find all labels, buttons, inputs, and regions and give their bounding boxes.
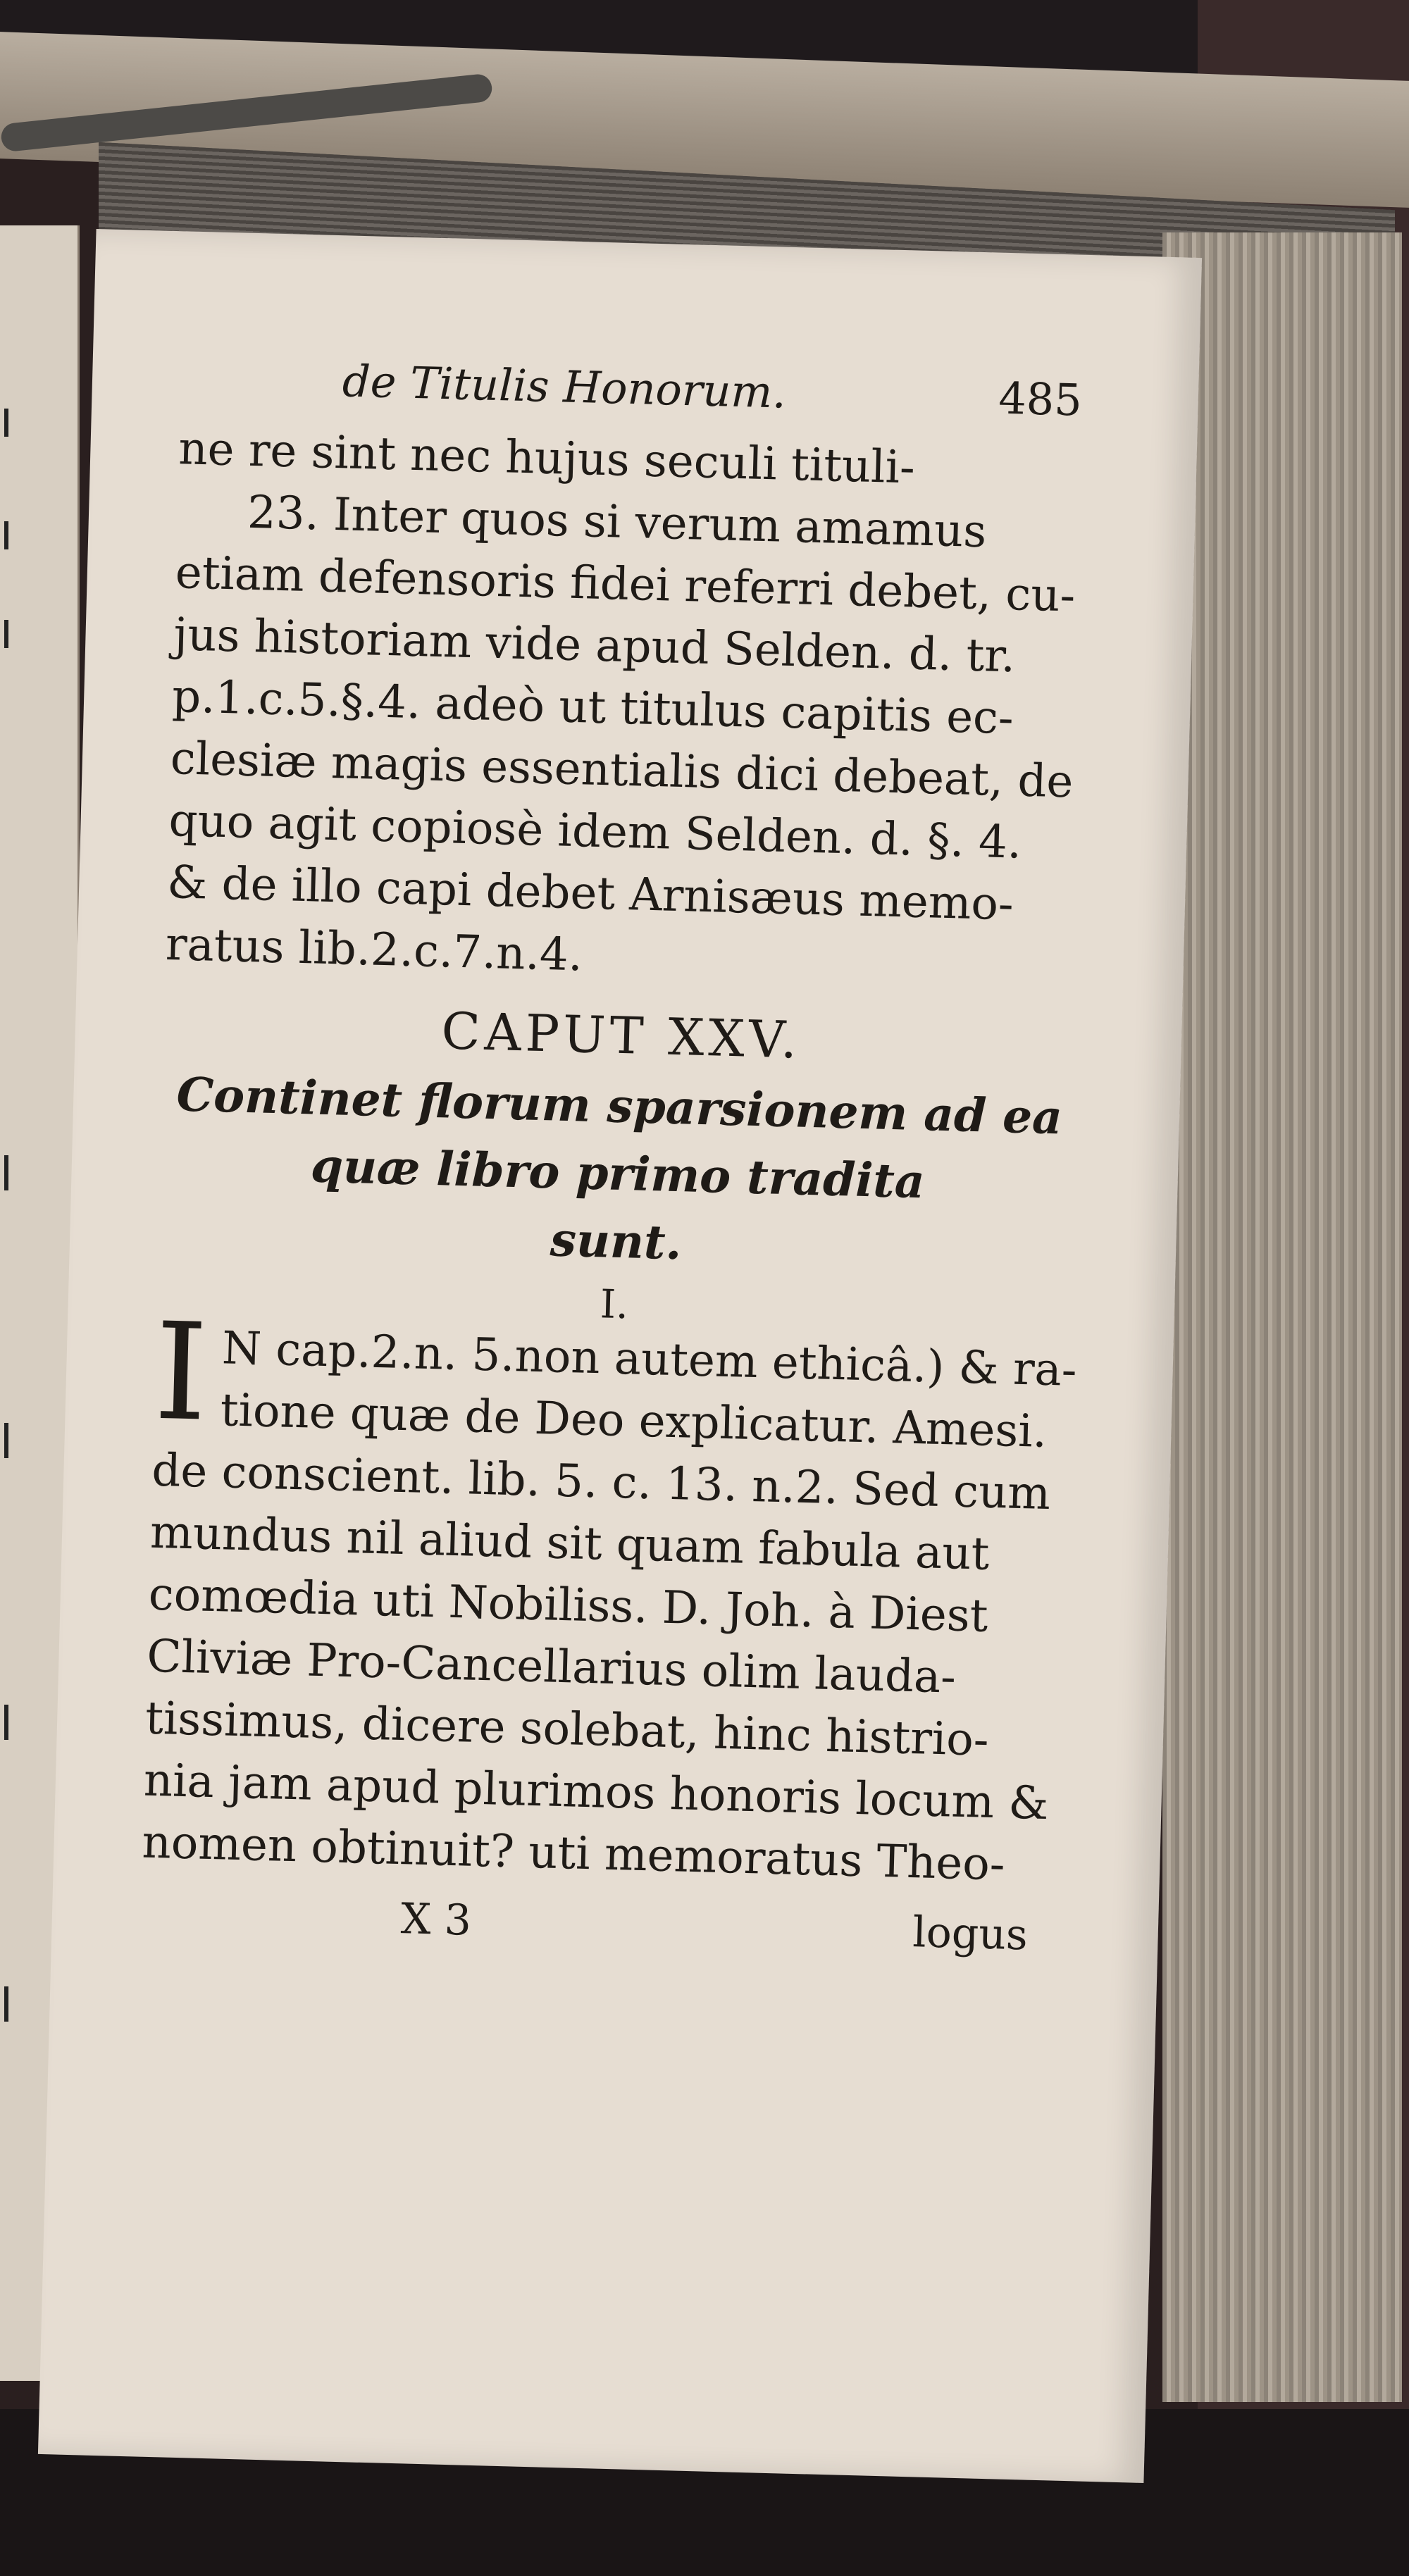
chapter-summary-line: sunt.: [549, 1212, 683, 1271]
text-line: tione quæ de Deo explicatur. Amesi.: [219, 1384, 1048, 1458]
page-footer: [139, 1887, 1057, 1974]
text-line: de conscient. lib. 5. c. 13. n.2. Sed cum: [151, 1444, 1051, 1521]
text-line: Cliviæ Pro-Cancellarius olim lauda-: [146, 1630, 957, 1704]
text-block: [139, 351, 1097, 1974]
left-page-ink-mark: [4, 521, 8, 549]
text-line: etiam defensoris fidei referri debet, cu-: [174, 547, 1076, 623]
chapter-summary-line: quæ libro primo tradita: [309, 1138, 926, 1209]
left-page-ink-mark: [4, 1423, 8, 1458]
text-line: clesiæ magis essentialis dici debeat, de: [170, 733, 1074, 809]
text-line: p.1.c.5.§.4. adeò ut titulus capitis ec-: [171, 671, 1014, 745]
book-fore-edge: [1162, 232, 1402, 2402]
text-line: ne re sint nec hujus seculi tituli-: [178, 423, 916, 494]
chapter-heading: CAPUT XXV.: [440, 1001, 802, 1070]
text-line: quo agit copiosè idem Selden. d. §. 4.: [168, 794, 1023, 869]
text-line: & de illo capi debet Arnisæus memo-: [166, 856, 1014, 931]
text-line: nia jam apud plurimos honoris locum &: [143, 1754, 1050, 1831]
left-page-ink-mark: [4, 1986, 8, 2022]
section-numeral: I.: [600, 1281, 629, 1329]
left-page-ink-mark: [4, 1155, 8, 1190]
page-number: 485: [998, 372, 1083, 426]
chapter-summary-line: Continet florum sparsionem ad ea: [175, 1066, 1063, 1145]
running-head: de Titulis Honorum.: [342, 355, 787, 418]
catchword: logus: [912, 1908, 1029, 1960]
text-line: ratus lib.2.c.7.n.4.: [165, 918, 583, 982]
left-page-ink-mark: [4, 1705, 8, 1740]
text-line: tissimus, dicere solebat, hinc histrio-: [144, 1692, 990, 1767]
body-paragraph: [141, 1293, 1078, 1898]
text-line: jus historiam vide apud Selden. d. tr.: [173, 609, 1017, 683]
left-page-ink-mark: [4, 409, 8, 437]
book-page: [38, 229, 1202, 2483]
left-page-ink-mark: [4, 620, 8, 648]
text-line: 23. Inter quos si verum amamus: [247, 486, 988, 559]
signature-mark: X 3: [400, 1894, 472, 1946]
text-line: nomen obtinuit? uti memoratus Theo-: [141, 1816, 1006, 1891]
text-line: comœdia uti Nobiliss. D. Joh. à Diest: [147, 1568, 989, 1643]
text-line: mundus nil aliud sit quam fabula aut: [149, 1506, 991, 1581]
drop-cap: I: [152, 1293, 210, 1451]
text-line: N cap.2.n. 5.non autem ethicâ.) & ra-: [221, 1322, 1078, 1397]
